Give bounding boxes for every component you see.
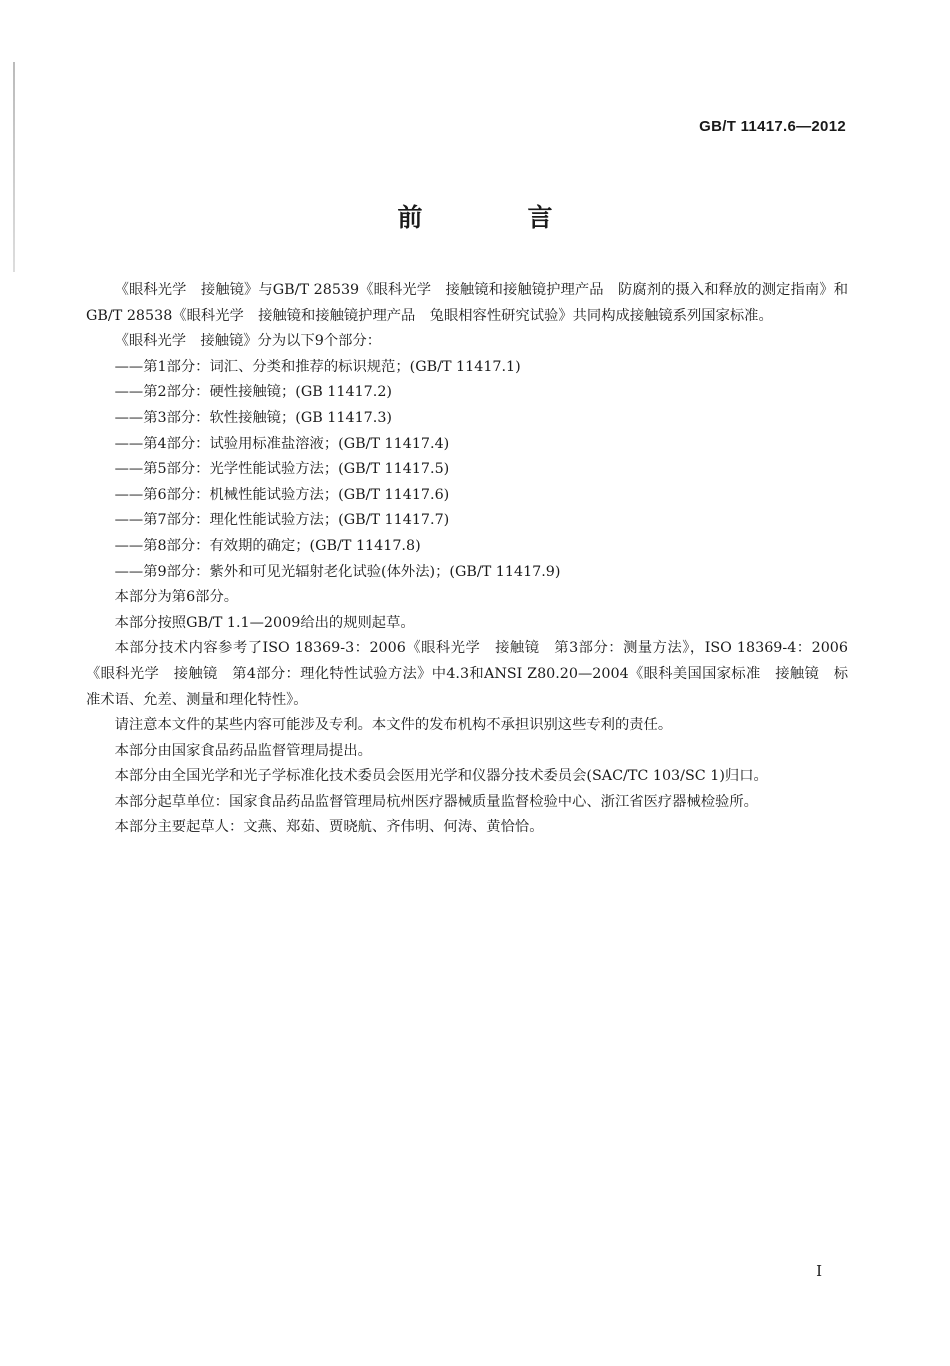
list-item: ——第6部分：机械性能试验方法；(GB/T 11417.6) — [114, 486, 450, 503]
list-item: ——第3部分：软性接触镜；(GB 11417.3) — [114, 409, 392, 426]
parts-list — [86, 355, 848, 585]
list-item: ——第1部分：词汇、分类和推荐的标识规范；(GB/T 11417.1) — [114, 358, 521, 375]
paragraph-drafters: 本部分主要起草人：文燕、郑茹、贾晓航、齐伟明、何涛、黄恰恰。 — [114, 819, 544, 836]
list-item: ——第5部分：光学性能试验方法；(GB/T 11417.5) — [114, 461, 450, 478]
paragraph-drafting-rules: 本部分按照GB/T 1.1—2009给出的规则起草。 — [114, 614, 415, 631]
paragraph-this-part: 本部分为第6部分。 — [114, 589, 239, 606]
paragraph-patent-notice: 请注意本文件的某些内容可能涉及专利。本文件的发布机构不承担识别这些专利的责任。 — [114, 717, 673, 734]
list-item: ——第9部分：紫外和可见光辐射老化试验(体外法)；(GB/T 11417.9) — [114, 563, 561, 580]
list-item: ——第2部分：硬性接触镜；(GB 11417.2) — [114, 384, 392, 401]
scan-edge-mark — [13, 62, 15, 272]
paragraph-parts-intro: 《眼科光学 接触镜》分为以下9个部分： — [114, 333, 382, 350]
standard-code: GB/T 11417.6—2012 — [699, 118, 846, 135]
paragraph-references: 本部分技术内容参考了ISO 18369-3：2006《眼科光学 接触镜 第3部分：测量方法》，ISO 18369-4：2006《眼科光学 接触镜 第4部分：理化特性试验方法》中4.3和ANSI Z80.20—2004《眼科美国国家标准 接触镜 标准术语、允差、测量和理化特性》。 — [86, 640, 848, 708]
list-item: ——第8部分：有效期的确定；(GB/T 11417.8) — [114, 537, 421, 554]
page-number: I — [816, 1262, 822, 1280]
paragraph-proposer: 本部分由国家食品药品监督管理局提出。 — [114, 742, 372, 759]
page-title: 前 言 — [397, 203, 593, 232]
paragraph-committee: 本部分由全国光学和光子学标准化技术委员会医用光学和仪器分技术委员会(SAC/TC 103/SC 1)归口。 — [114, 768, 768, 785]
foreword-body — [86, 278, 848, 841]
paragraph-drafting-units: 本部分起草单位：国家食品药品监督管理局杭州医疗器械质量监督检验中心、浙江省医疗器械检验所。 — [114, 793, 758, 810]
paragraph-series-intro: 《眼科光学 接触镜》与GB/T 28539《眼科光学 接触镜和接触镜护理产品 防腐剂的摄入和释放的测定指南》和GB/T 28538《眼科光学 接触镜和接触镜护理产品 兔眼相容性研究试验》共同构成接触镜系列国家标准。 — [86, 282, 848, 324]
list-item: ——第4部分：试验用标准盐溶液；(GB/T 11417.4) — [114, 435, 450, 452]
list-item: ——第7部分：理化性能试验方法；(GB/T 11417.7) — [114, 512, 450, 529]
